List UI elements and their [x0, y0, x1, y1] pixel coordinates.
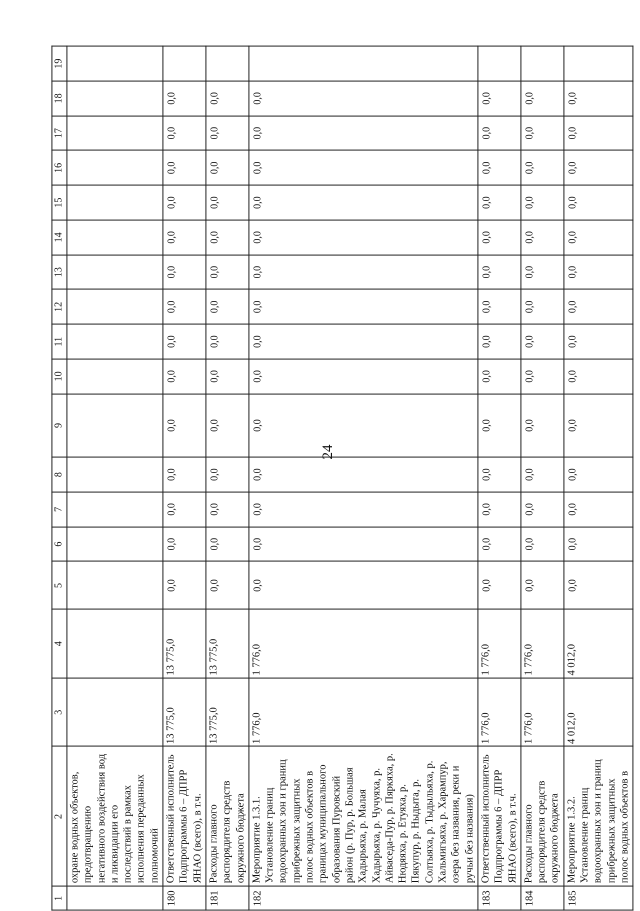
value-cell: 0,0 [478, 394, 521, 457]
value-cell: 0,0 [206, 255, 249, 290]
value-cell: 0,0 [478, 220, 521, 255]
value-cell: 0,0 [249, 394, 478, 457]
column-number-cell: 12 [52, 290, 67, 325]
row-name-cell: Ответственный исполнитель Подпрограммы 6 – ДПРР ЯНАО (всего), в т.ч. [163, 746, 206, 886]
value-cell: 0,0 [564, 220, 633, 255]
value-cell: 0,0 [206, 457, 249, 492]
value-cell: 0,0 [564, 457, 633, 492]
row-number-cell: 182 [249, 887, 478, 911]
value-cell [67, 359, 163, 394]
value-cell: 0,0 [564, 116, 633, 151]
value-cell [564, 46, 633, 81]
value-cell: 4 012,0 [564, 609, 633, 678]
value-cell: 0,0 [249, 255, 478, 290]
value-cell: 0,0 [249, 220, 478, 255]
value-cell: 4 012,0 [564, 678, 633, 747]
value-cell: 0,0 [163, 394, 206, 457]
value-cell: 0,0 [163, 457, 206, 492]
value-cell [206, 46, 249, 81]
value-cell: 0,0 [206, 151, 249, 186]
value-cell: 0,0 [249, 81, 478, 116]
value-cell: 0,0 [206, 492, 249, 527]
value-cell [67, 290, 163, 325]
value-cell: 0,0 [521, 185, 564, 220]
value-cell: 0,0 [163, 561, 206, 609]
value-cell: 13 775,0 [163, 678, 206, 747]
row-name-cell: Ответственный исполнитель Подпрограммы 6 – ДПРР ЯНАО (всего), в т.ч. [478, 746, 521, 886]
value-cell: 0,0 [249, 359, 478, 394]
table-row [521, 46, 564, 910]
value-cell: 0,0 [249, 290, 478, 325]
value-cell [67, 561, 163, 609]
value-cell: 0,0 [478, 151, 521, 186]
value-cell: 0,0 [206, 324, 249, 359]
value-cell: 0,0 [206, 185, 249, 220]
value-cell [163, 46, 206, 81]
value-cell: 0,0 [206, 359, 249, 394]
column-number-cell: 16 [52, 151, 67, 186]
value-cell: 0,0 [521, 220, 564, 255]
value-cell: 0,0 [478, 255, 521, 290]
value-cell [67, 457, 163, 492]
column-number-cell: 3 [52, 678, 67, 747]
value-cell: 0,0 [163, 492, 206, 527]
value-cell: 0,0 [564, 81, 633, 116]
value-cell: 0,0 [206, 290, 249, 325]
value-cell [67, 185, 163, 220]
column-number-cell: 4 [52, 609, 67, 678]
value-cell: 0,0 [249, 151, 478, 186]
value-cell: 0,0 [163, 220, 206, 255]
value-cell: 13 775,0 [163, 609, 206, 678]
value-cell: 0,0 [521, 394, 564, 457]
table-body [52, 46, 633, 910]
value-cell [67, 220, 163, 255]
value-cell: 0,0 [163, 290, 206, 325]
value-cell: 0,0 [163, 81, 206, 116]
value-cell: 0,0 [478, 324, 521, 359]
value-cell [67, 678, 163, 747]
value-cell: 1 776,0 [478, 609, 521, 678]
value-cell: 0,0 [521, 561, 564, 609]
value-cell: 0,0 [206, 81, 249, 116]
column-number-cell: 6 [52, 527, 67, 562]
value-cell [67, 324, 163, 359]
value-cell: 0,0 [163, 359, 206, 394]
value-cell [67, 46, 163, 81]
value-cell: 0,0 [521, 359, 564, 394]
value-cell [249, 46, 478, 81]
row-number-cell: 180 [163, 887, 206, 911]
row-number-cell: 181 [206, 887, 249, 911]
value-cell: 0,0 [478, 290, 521, 325]
value-cell: 0,0 [521, 324, 564, 359]
value-cell: 0,0 [521, 457, 564, 492]
value-cell: 0,0 [249, 457, 478, 492]
table-row [206, 46, 249, 910]
value-cell [67, 492, 163, 527]
value-cell: 0,0 [478, 185, 521, 220]
value-cell: 0,0 [564, 394, 633, 457]
value-cell [67, 81, 163, 116]
value-cell: 0,0 [206, 561, 249, 609]
row-number-cell: 185 [564, 887, 633, 911]
value-cell: 0,0 [163, 527, 206, 562]
row-name-cell: охране водных объектов, предотвращению негативного воздействия вод и ликвидации его последствий в рамках исполнения переданных полномочий [67, 746, 163, 886]
table-row [478, 46, 521, 910]
value-cell: 0,0 [206, 527, 249, 562]
value-cell: 0,0 [564, 359, 633, 394]
table-row [249, 46, 478, 910]
column-number-row [52, 46, 67, 910]
row-name-cell: Расходы главного распорядителя средств окружного бюджета [206, 746, 249, 886]
column-number-cell: 5 [52, 561, 67, 609]
column-number-cell: 18 [52, 81, 67, 116]
column-number-cell: 2 [52, 746, 67, 886]
value-cell: 1 776,0 [249, 609, 478, 678]
row-name-cell: Мероприятие 1.3.2. Установление границ водоохранных зон и границ прибрежных защитных полос водных объектов в [564, 746, 633, 886]
value-cell: 0,0 [478, 457, 521, 492]
budget-table [51, 46, 633, 911]
value-cell: 0,0 [521, 81, 564, 116]
value-cell: 0,0 [478, 81, 521, 116]
value-cell: 0,0 [249, 324, 478, 359]
value-cell [67, 394, 163, 457]
value-cell: 1 776,0 [521, 609, 564, 678]
column-number-cell: 9 [52, 394, 67, 457]
value-cell: 0,0 [564, 527, 633, 562]
column-number-cell: 1 [52, 887, 67, 911]
value-cell: 0,0 [206, 116, 249, 151]
value-cell [67, 255, 163, 290]
column-number-cell: 13 [52, 255, 67, 290]
value-cell: 0,0 [564, 185, 633, 220]
value-cell [67, 609, 163, 678]
value-cell: 0,0 [249, 185, 478, 220]
table-row [564, 46, 633, 910]
value-cell: 0,0 [478, 561, 521, 609]
value-cell: 0,0 [206, 220, 249, 255]
value-cell: 0,0 [249, 561, 478, 609]
value-cell: 0,0 [478, 492, 521, 527]
value-cell: 0,0 [478, 527, 521, 562]
budget-table-rotated [51, 46, 633, 911]
value-cell [521, 46, 564, 81]
value-cell: 0,0 [521, 116, 564, 151]
column-number-cell: 19 [52, 46, 67, 81]
column-number-cell: 7 [52, 492, 67, 527]
value-cell: 0,0 [564, 290, 633, 325]
value-cell: 1 776,0 [521, 678, 564, 747]
value-cell: 0,0 [521, 151, 564, 186]
value-cell: 0,0 [521, 492, 564, 527]
row-number-cell: 183 [478, 887, 521, 911]
value-cell: 0,0 [564, 492, 633, 527]
value-cell: 0,0 [206, 394, 249, 457]
value-cell [67, 116, 163, 151]
row-number-cell: 184 [521, 887, 564, 911]
column-number-cell: 17 [52, 116, 67, 151]
value-cell: 0,0 [521, 255, 564, 290]
value-cell: 0,0 [163, 151, 206, 186]
row-name-cell: Расходы главного распорядителя средств окружного бюджета [521, 746, 564, 886]
table-row [163, 46, 206, 910]
row-number-cell [67, 887, 163, 911]
value-cell: 13 775,0 [206, 678, 249, 747]
value-cell: 0,0 [478, 116, 521, 151]
value-cell: 1 776,0 [478, 678, 521, 747]
value-cell: 0,0 [564, 324, 633, 359]
column-number-cell: 11 [52, 324, 67, 359]
value-cell: 0,0 [564, 151, 633, 186]
value-cell: 0,0 [564, 561, 633, 609]
column-number-cell: 10 [52, 359, 67, 394]
value-cell: 0,0 [249, 492, 478, 527]
table-row [67, 46, 163, 910]
value-cell: 0,0 [163, 255, 206, 290]
value-cell: 1 776,0 [249, 678, 478, 747]
page-number: 24 [320, 444, 336, 460]
value-cell: 0,0 [163, 185, 206, 220]
value-cell [67, 151, 163, 186]
value-cell [478, 46, 521, 81]
value-cell: 0,0 [521, 290, 564, 325]
row-name-cell: Мероприятие 1.3.1. Установление границ водоохранных зон и границ прибрежных защитных полос водных объектов в границах муниципального образования Пуровский район (р. Пур, р. Большая Хадырьяха, р. Малая Хадырьяха, р. Чучуяха, р. Айваседа-Пур, р. Пяркяха, р. Нюдяяха, р. Етуяха, р. Пякупур, р. Ныдыта, р. Солтыяха, р. Тыдыльяха, р. Хальмигьяха, р. Харампур, озера без названия, реки и ручьи без названия) [249, 746, 478, 886]
value-cell: 0,0 [564, 255, 633, 290]
value-cell: 0,0 [249, 527, 478, 562]
column-number-cell: 14 [52, 220, 67, 255]
value-cell: 0,0 [249, 116, 478, 151]
column-number-cell: 8 [52, 457, 67, 492]
value-cell: 0,0 [478, 359, 521, 394]
value-cell: 0,0 [163, 324, 206, 359]
value-cell [67, 527, 163, 562]
column-number-cell: 15 [52, 185, 67, 220]
value-cell: 13 775,0 [206, 609, 249, 678]
value-cell: 0,0 [163, 116, 206, 151]
value-cell: 0,0 [521, 527, 564, 562]
